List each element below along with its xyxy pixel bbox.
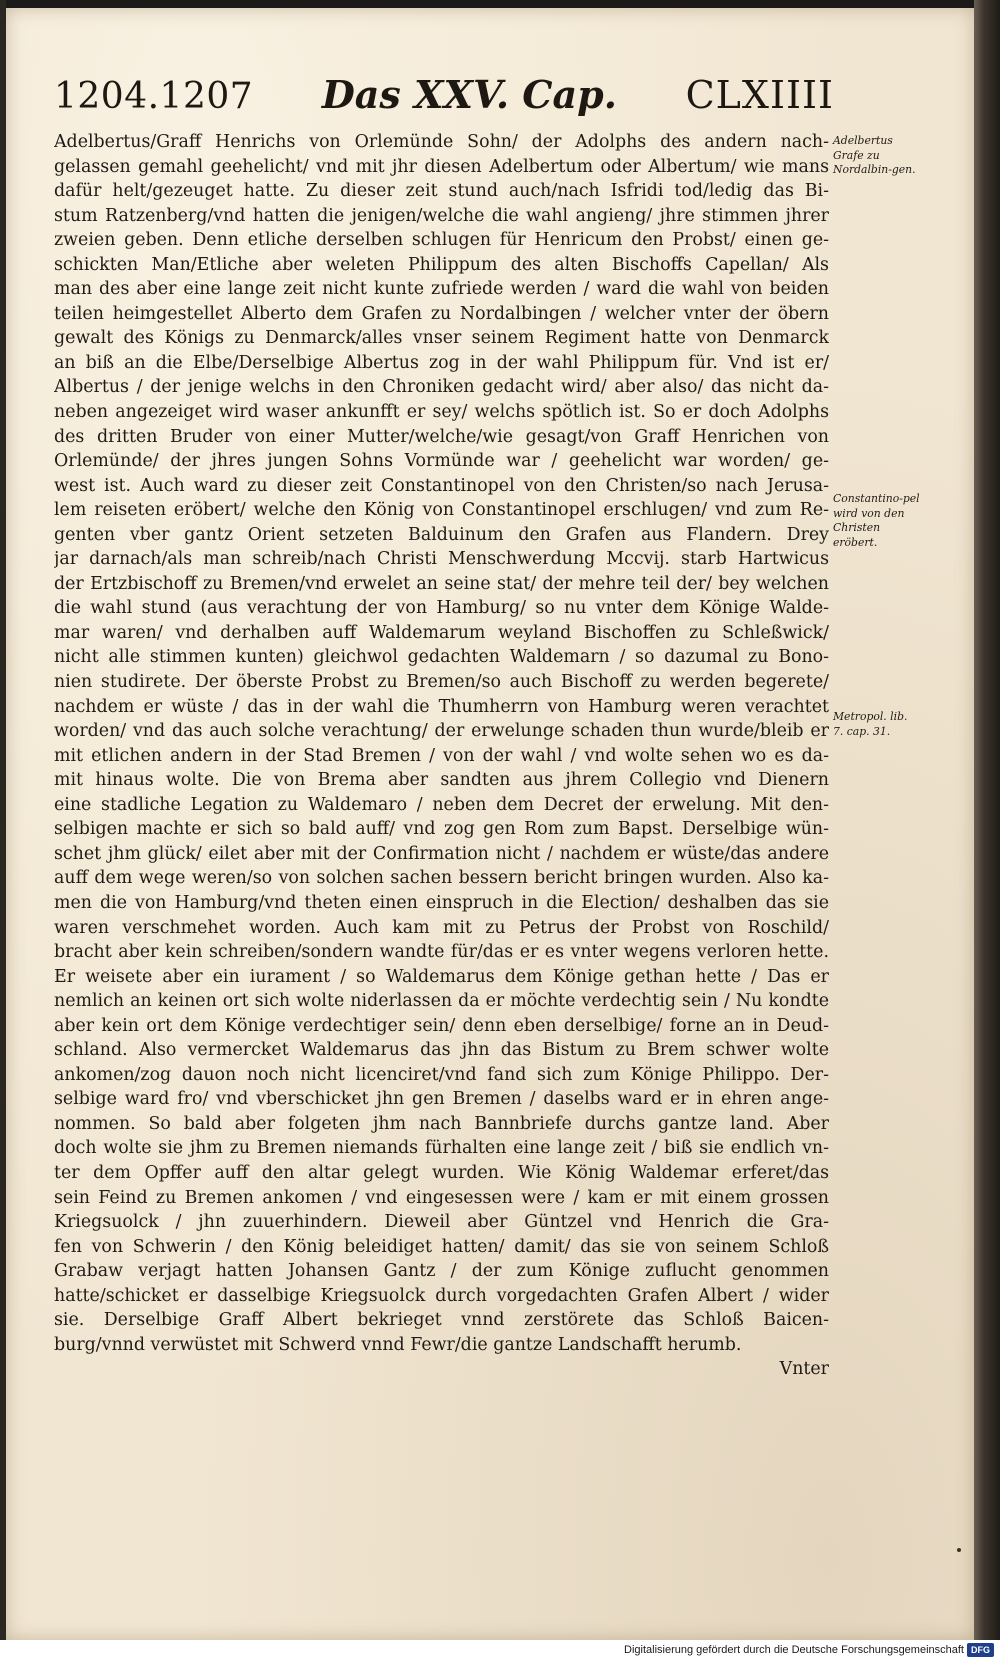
- scan-frame-top: [0, 0, 1000, 8]
- text-line: gewalt des Königs zu Denmarck/alles vnser seinem Regiment hatte von Denmarck: [54, 328, 829, 349]
- text-line: bracht aber kein schreiben/sondern wandte für/das er es vnter wegens verloren hette.: [54, 942, 829, 963]
- margin-note-constantinopel: Constantino-pel wird von den Christen eröbert.: [833, 492, 920, 549]
- text-line: auff dem wege weren/so von solchen sachen bessern bericht bringen wurden. Also ka-: [54, 868, 829, 889]
- margin-note-adelbertus: Adelbertus Grafe zu Nordalbin-gen.: [833, 134, 916, 176]
- text-line: men die von Hamburg/vnd theten einen einspruch in die Election/ deshalben das sie: [54, 892, 829, 913]
- text-line: aber kein ort dem Könige verdechtiger sein/ denn eben derselbige/ forne an in Deud-: [54, 1015, 829, 1036]
- page-speck: [957, 1548, 961, 1552]
- margin-note-metropol: Metropol. lib. 7. cap. 31.: [833, 710, 908, 738]
- book-spine-edge: [974, 0, 1000, 1640]
- header-years: 1204.1207: [54, 76, 254, 117]
- footer-bar: [0, 1640, 1000, 1663]
- text-line: dafür helt/gezeuget hatte. Zu dieser zeit stund auch/nach Isfridi tod/ledig das Bi-: [54, 181, 829, 202]
- text-line: neben angezeiget wird waser ankunfft er sey/ welchs spötlich ist. So er doch Adolphs: [54, 402, 829, 423]
- funding-notice: Digitalisierung gefördert durch die Deutsche Forschungsgemeinschaft: [624, 1644, 964, 1656]
- text-line: nemlich an keinen ort sich wolte niderlassen da er möchte verdechtig sein / Nu kondte: [54, 991, 829, 1012]
- text-line: jar darnach/als man schreib/nach Christi Menschwerdung Mccvij. starb Hartwicus: [54, 549, 829, 570]
- text-line: nicht alle stimmen kunten) gleichwol gedachten Waldemarn / so dazumal zu Bono-: [54, 647, 829, 668]
- text-line: nachdem er wüste / das in der wahl die Thumherrn von Hamburg weren verachtet: [54, 696, 829, 717]
- text-line: doch wolte sie jhm zu Bremen niemands fürhalten eine lange zeit / biß sie endlich vn-: [54, 1138, 829, 1159]
- text-line: schland. Also vermercket Waldemarus das jhn das Bistum zu Brem schwer wolte: [54, 1040, 829, 1061]
- text-line: stum Ratzenberg/vnd hatten die jenigen/welche die wahl angieng/ jhre stimmen jhrer: [54, 205, 829, 226]
- text-line: waren verschmehet worden. Auch kam mit zu Petrus der Probst von Roschild/: [54, 917, 829, 938]
- text-line: ter dem Opffer auff den altar gelegt wurden. Wie König Waldemar erferet/das: [54, 1162, 829, 1183]
- text-line: zweien geben. Denn etliche derselben schlugen für Henricum den Probst/ einen ge-: [54, 230, 829, 251]
- text-line: nien studirete. Der öberste Probst zu Bremen/so auch Bischoff zu werden begerete/: [54, 672, 829, 693]
- text-line: selbigen machte er sich so bald auff/ vnd zog gen Rom zum Bapst. Derselbige wün-: [54, 819, 829, 840]
- text-line: teilen heimgestellet Alberto dem Grafen zu Nordalbingen / welcher vnter der öbern: [54, 303, 829, 324]
- text-line: Orlemünde/ der jhres jungen Sohns Vormünde war / geehelicht war worden/ ge-: [54, 451, 829, 472]
- text-line: Adelbertus/Graff Henrichs von Orlemünde Sohn/ der Adolphs des andern nach-: [54, 132, 829, 152]
- main-text-block: [54, 130, 829, 1382]
- text-line: mar waren/ vnd derhalben auff Waldemarum weyland Bischoffen zu Schleßwick/: [54, 622, 829, 643]
- header-folio: CLXIIII: [685, 73, 834, 117]
- text-line: schickten Man/Etliche aber weleten Philippum des alten Bischoffs Capellan/ Als: [54, 254, 829, 275]
- text-line: nommen. So bald aber folgeten jhm nach Bannbriefe durchs gantze land. Aber: [54, 1113, 829, 1134]
- text-line: die wahl stund (aus verachtung der von Hamburg/ so nu vnter dem Könige Walde-: [54, 598, 829, 619]
- text-line: lem reiseten eröbert/ welche den König von Constantinopel erschlugen/ vnd zum Re-: [54, 500, 829, 521]
- text-line: west ist. Auch ward zu dieser zeit Constantinopel von den Christen/so nach Jerusa-: [54, 475, 829, 496]
- header-chapter: Das XXV. Cap.: [321, 72, 617, 117]
- text-line: fen von Schwerin / den König beleidiget hatten/ damit/ das sie von seinem Schloß: [54, 1236, 829, 1257]
- running-header: [54, 72, 834, 132]
- text-line: Kriegsuolck / jhn zuuerhindern. Dieweil aber Güntzel vnd Henrich die Gra-: [54, 1212, 829, 1233]
- text-line: mit etlichen andern in der Stad Bremen / von der wahl / vnd wolte sehen wo es da-: [54, 745, 829, 766]
- text-line: selbige ward fro/ vnd vberschicket jhn gen Bremen / daselbs ward er in ehren ange-: [54, 1089, 829, 1110]
- text-line: mit hinaus wolte. Die von Brema aber sandten aus jhrem Collegio vnd Dienern: [54, 770, 829, 791]
- text-line: sie. Derselbige Graff Albert bekrieget vnnd zerstörete das Schloß Baicen-: [54, 1310, 829, 1331]
- text-line: des dritten Bruder von einer Mutter/welche/wie gesagt/von Graff Henrichen von: [54, 426, 829, 447]
- dfg-logo: DFG: [967, 1643, 994, 1657]
- text-line: gelassen gemahl geehelicht/ vnd mit jhr diesen Adelbertum oder Albertum/ wie mans: [54, 156, 829, 177]
- text-line: genten vber gantz Orient setzeten Balduinum den Grafen aus Flandern. Drey: [54, 524, 829, 545]
- text-line: Grabaw verjagt hatten Johansen Gantz / der zum Könige zuflucht genommen: [54, 1261, 829, 1282]
- text-line: hatte/schicket er dasselbige Kriegsuolck durch vorgedachten Grafen Albert / wider: [54, 1285, 829, 1306]
- text-line: Er weisete aber ein iurament / so Waldemarus dem Könige gethan hette / Das er: [54, 966, 829, 987]
- text-line: an biß an die Elbe/Derselbige Albertus zog in der wahl Philippum für. Vnd ist er/: [54, 352, 829, 373]
- text-line: Vnter: [779, 1359, 829, 1380]
- text-line: worden/ vnd das auch solche verachtung/ der erwelunge schaden thun wurde/bleib er: [54, 721, 829, 742]
- text-line: schet jhm glück/ eilet aber mit der Confirmation nicht / nachdem er wüste/das andere: [54, 843, 829, 864]
- text-line: sein Feind zu Bremen ankomen / vnd eingesessen were / kam er mit einem grossen: [54, 1187, 829, 1208]
- text-line: der Ertzbischoff zu Bremen/vnd erwelet an seine stat/ der mehre teil der/ bey welchen: [54, 573, 829, 594]
- text-line: ankomen/zog dauon noch nicht licenciret/vnd fand sich zum Könige Philippo. Der-: [54, 1064, 829, 1085]
- text-line: man des aber eine lange zeit nicht kunte zufriede werden / ward die wahl von beiden: [54, 279, 829, 300]
- text-line: eine stadliche Legation zu Waldemaro / neben dem Decret der erwelung. Mit den-: [54, 794, 829, 815]
- text-line: burg/vnnd verwüstet mit Schwerd vnnd Fewr/die gantze Landschafft herumb.: [54, 1334, 742, 1355]
- text-line: Albertus / der jenige welchs in den Chroniken gedacht wird/ aber also/ das nicht da-: [54, 377, 829, 398]
